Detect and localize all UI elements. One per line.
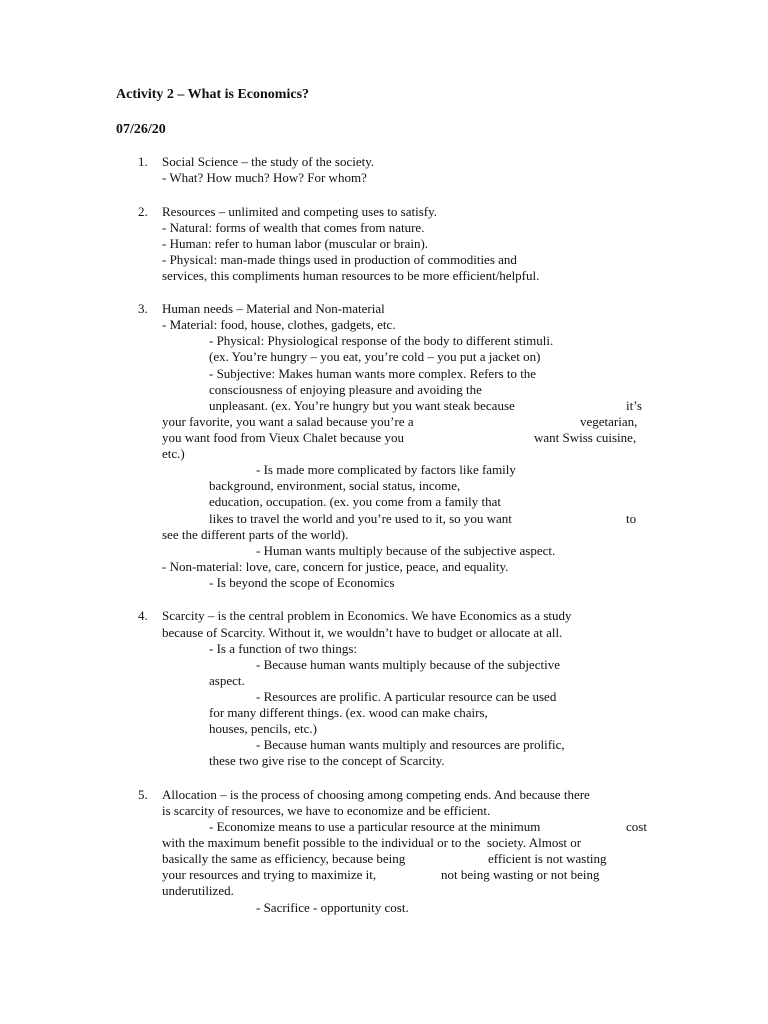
section-3-number: 3.: [138, 301, 148, 316]
section-5-line: not being wasting or not being: [441, 867, 600, 882]
section-3-line: likes to travel the world and you’re used to it, so you want: [209, 511, 512, 526]
section-3-line: want Swiss cuisine,: [534, 430, 637, 445]
section-4-heading: Scarcity – is the central problem in Economics. We have Economics as a study: [162, 608, 572, 623]
document-title: Activity 2 – What is Economics?: [116, 87, 310, 102]
section-5-line: your resources and trying to maximize it,: [162, 867, 377, 882]
section-4-line: - Because human wants multiply and resources are prolific,: [256, 737, 565, 752]
section-5-line: underutilized.: [162, 883, 234, 898]
section-5-line: - Sacrifice - opportunity cost.: [256, 900, 409, 915]
section-4-line: because of Scarcity. Without it, we wouldn’t have to budget or allocate at all.: [162, 625, 563, 640]
section-4-number: 4.: [138, 608, 148, 623]
section-5-line: basically the same as efficiency, because being: [162, 851, 406, 866]
section-4-line: houses, pencils, etc.): [209, 721, 317, 736]
section-4-line: - Is a function of two things:: [209, 641, 358, 656]
section-3-line: - Material: food, house, clothes, gadgets, etc.: [162, 317, 396, 332]
section-1-heading: Social Science – the study of the society.: [162, 154, 375, 169]
section-3-line: your favorite, you want a salad because you’re a: [162, 414, 414, 429]
section-5-number: 5.: [138, 787, 148, 802]
section-2-line: services, this compliments human resources to be more efficient/helpful.: [162, 268, 540, 283]
section-3-line: etc.): [162, 446, 185, 461]
section-5-heading: Allocation – is the process of choosing among competing ends. And because there: [162, 787, 590, 802]
section-3-line: - Physical: Physiological response of the body to different stimuli.: [209, 333, 554, 348]
section-1-line: - What? How much? How? For whom?: [162, 170, 367, 185]
section-5-line: efficient is not wasting: [488, 851, 607, 866]
section-4-line: for many different things. (ex. wood can make chairs,: [209, 705, 488, 720]
section-3-line: - Is made more complicated by factors like family: [256, 462, 516, 477]
section-3-line: to: [626, 511, 637, 526]
section-3-line: - Non-material: love, care, concern for justice, peace, and equality.: [162, 559, 509, 574]
section-3-line: education, occupation. (ex. you come from a family that: [209, 494, 502, 509]
section-4-line: - Resources are prolific. A particular resource can be used: [256, 689, 557, 704]
section-3-line: - Is beyond the scope of Economics: [209, 575, 395, 590]
section-3-line: background, environment, social status, income,: [209, 478, 461, 493]
section-3-line: unpleasant. (ex. You’re hungry but you want steak because: [209, 398, 515, 413]
section-2-line: - Natural: forms of wealth that comes from nature.: [162, 220, 425, 235]
section-4-line: these two give rise to the concept of Scarcity.: [209, 753, 445, 768]
section-5-line: with the maximum benefit possible to the individual or to the society. Almost or: [162, 835, 582, 850]
section-2-line: - Human: refer to human labor (muscular or brain).: [162, 236, 429, 251]
document-date: 07/26/20: [116, 122, 166, 137]
section-5-line: - Economize means to use a particular resource at the minimum: [209, 819, 541, 834]
section-3-heading: Human needs – Material and Non-material: [162, 301, 385, 316]
section-5-line: cost: [626, 819, 647, 834]
section-2-heading: Resources – unlimited and competing uses to satisfy.: [162, 204, 437, 219]
section-3-line: (ex. You’re hungry – you eat, you’re cold – you put a jacket on): [209, 349, 541, 364]
section-4-line: - Because human wants multiply because of the subjective: [256, 657, 560, 672]
section-2-number: 2.: [138, 204, 148, 219]
section-3-line: consciousness of enjoying pleasure and avoiding the: [209, 382, 482, 397]
section-3-line: see the different parts of the world).: [162, 527, 349, 542]
section-3-line: it’s: [626, 398, 642, 413]
section-2-line: - Physical: man-made things used in production of commodities and: [162, 252, 517, 267]
section-5-line: is scarcity of resources, we have to economize and be efficient.: [162, 803, 491, 818]
section-3-line: - Subjective: Makes human wants more complex. Refers to the: [209, 366, 537, 381]
section-4-line: aspect.: [209, 673, 245, 688]
section-3-line: - Human wants multiply because of the subjective aspect.: [256, 543, 556, 558]
section-1-number: 1.: [138, 154, 148, 169]
section-3-line: vegetarian,: [580, 414, 638, 429]
section-3-line: you want food from Vieux Chalet because you: [162, 430, 404, 445]
